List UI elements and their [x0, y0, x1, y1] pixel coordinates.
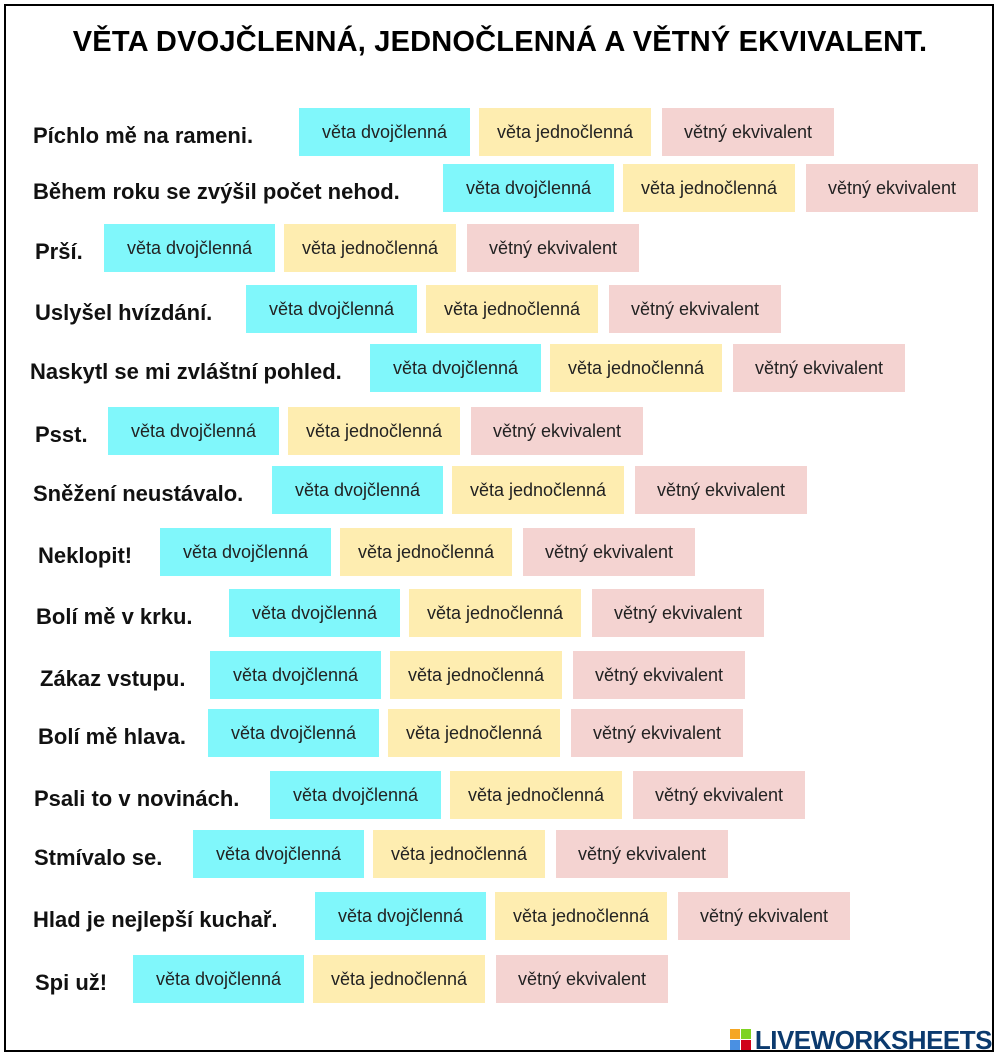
option-veta-dvojclenna[interactable]: věta dvojčlenná: [210, 651, 381, 699]
sentence-text: Psst.: [35, 422, 88, 447]
option-vetny-ekvivalent[interactable]: větný ekvivalent: [733, 344, 905, 392]
option-veta-jednoclenna[interactable]: věta jednočlenná: [452, 466, 624, 514]
option-vetny-ekvivalent[interactable]: větný ekvivalent: [496, 955, 668, 1003]
option-vetny-ekvivalent[interactable]: větný ekvivalent: [635, 466, 807, 514]
exercise-row: [0, 830, 1000, 878]
option-veta-dvojclenna[interactable]: věta dvojčlenná: [193, 830, 364, 878]
option-veta-dvojclenna[interactable]: věta dvojčlenná: [299, 108, 470, 156]
option-veta-dvojclenna[interactable]: věta dvojčlenná: [133, 955, 304, 1003]
sentence-text: Stmívalo se.: [34, 845, 163, 870]
option-veta-dvojclenna[interactable]: věta dvojčlenná: [272, 466, 443, 514]
sentence-text: Píchlo mě na rameni.: [33, 123, 254, 148]
sentence-text: Hlad je nejlepší kuchař.: [33, 907, 278, 932]
option-veta-dvojclenna[interactable]: věta dvojčlenná: [229, 589, 400, 637]
option-veta-dvojclenna[interactable]: věta dvojčlenná: [108, 407, 279, 455]
option-veta-jednoclenna[interactable]: věta jednočlenná: [495, 892, 667, 940]
option-veta-dvojclenna[interactable]: věta dvojčlenná: [443, 164, 614, 212]
option-vetny-ekvivalent[interactable]: větný ekvivalent: [609, 285, 781, 333]
sentence-text: Neklopit!: [38, 543, 133, 568]
exercise-row: [0, 709, 1000, 757]
sentence-text: Naskytl se mi zvláštní pohled.: [30, 359, 342, 384]
sentence-text: Bolí mě hlava.: [38, 724, 186, 749]
exercise-row: [0, 651, 1000, 699]
option-veta-jednoclenna[interactable]: věta jednočlenná: [313, 955, 485, 1003]
option-veta-jednoclenna[interactable]: věta jednočlenná: [426, 285, 598, 333]
exercise-row: [0, 528, 1000, 576]
exercise-row: [0, 466, 1000, 514]
option-vetny-ekvivalent[interactable]: větný ekvivalent: [592, 589, 764, 637]
option-veta-jednoclenna[interactable]: věta jednočlenná: [388, 709, 560, 757]
option-vetny-ekvivalent[interactable]: větný ekvivalent: [556, 830, 728, 878]
option-vetny-ekvivalent[interactable]: větný ekvivalent: [571, 709, 743, 757]
option-vetny-ekvivalent[interactable]: větný ekvivalent: [662, 108, 834, 156]
exercise-row: [0, 589, 1000, 637]
liveworksheets-logo-icon: [730, 1029, 752, 1051]
sentence-text: Během roku se zvýšil počet nehod.: [33, 179, 400, 204]
liveworksheets-logo: [730, 1025, 992, 1055]
option-veta-dvojclenna[interactable]: věta dvojčlenná: [315, 892, 486, 940]
option-veta-jednoclenna[interactable]: věta jednočlenná: [550, 344, 722, 392]
option-vetny-ekvivalent[interactable]: větný ekvivalent: [573, 651, 745, 699]
option-vetny-ekvivalent[interactable]: větný ekvivalent: [678, 892, 850, 940]
sentence-text: Psali to v novinách.: [34, 786, 240, 811]
option-veta-jednoclenna[interactable]: věta jednočlenná: [450, 771, 622, 819]
exercise-row: [0, 892, 1000, 940]
exercise-row: [0, 108, 1000, 156]
sentence-text: Bolí mě v krku.: [36, 604, 193, 629]
sentence-text: Spi už!: [35, 970, 108, 995]
option-vetny-ekvivalent[interactable]: větný ekvivalent: [806, 164, 978, 212]
option-vetny-ekvivalent[interactable]: větný ekvivalent: [467, 224, 639, 272]
sentence-text: Zákaz vstupu.: [40, 666, 186, 691]
option-veta-dvojclenna[interactable]: věta dvojčlenná: [104, 224, 275, 272]
exercise-row: [0, 771, 1000, 819]
option-veta-dvojclenna[interactable]: věta dvojčlenná: [270, 771, 441, 819]
page-title: VĚTA DVOJČLENNÁ, JEDNOČLENNÁ A VĚTNÝ EKVIVALENT.: [72, 26, 928, 58]
exercise-row: [0, 955, 1000, 1003]
exercise-row: [0, 344, 1000, 392]
exercise-row: [0, 285, 1000, 333]
option-veta-jednoclenna[interactable]: věta jednočlenná: [409, 589, 581, 637]
option-vetny-ekvivalent[interactable]: větný ekvivalent: [633, 771, 805, 819]
exercise-row: [0, 164, 1000, 212]
option-vetny-ekvivalent[interactable]: větný ekvivalent: [471, 407, 643, 455]
option-veta-jednoclenna[interactable]: věta jednočlenná: [284, 224, 456, 272]
exercise-row: [0, 224, 1000, 272]
option-veta-jednoclenna[interactable]: věta jednočlenná: [373, 830, 545, 878]
option-veta-jednoclenna[interactable]: věta jednočlenná: [479, 108, 651, 156]
option-vetny-ekvivalent[interactable]: větný ekvivalent: [523, 528, 695, 576]
option-veta-jednoclenna[interactable]: věta jednočlenná: [623, 164, 795, 212]
sentence-text: Prší.: [35, 239, 83, 264]
option-veta-dvojclenna[interactable]: věta dvojčlenná: [370, 344, 541, 392]
option-veta-dvojclenna[interactable]: věta dvojčlenná: [246, 285, 417, 333]
option-veta-dvojclenna[interactable]: věta dvojčlenná: [160, 528, 331, 576]
sentence-text: Uslyšel hvízdání.: [35, 300, 213, 325]
option-veta-jednoclenna[interactable]: věta jednočlenná: [288, 407, 460, 455]
sentence-text: Sněžení neustávalo.: [33, 481, 244, 506]
option-veta-dvojclenna[interactable]: věta dvojčlenná: [208, 709, 379, 757]
exercise-row: [0, 407, 1000, 455]
option-veta-jednoclenna[interactable]: věta jednočlenná: [390, 651, 562, 699]
option-veta-jednoclenna[interactable]: věta jednočlenná: [340, 528, 512, 576]
logo-text: LIVEWORKSHEETS: [754, 1024, 992, 1055]
